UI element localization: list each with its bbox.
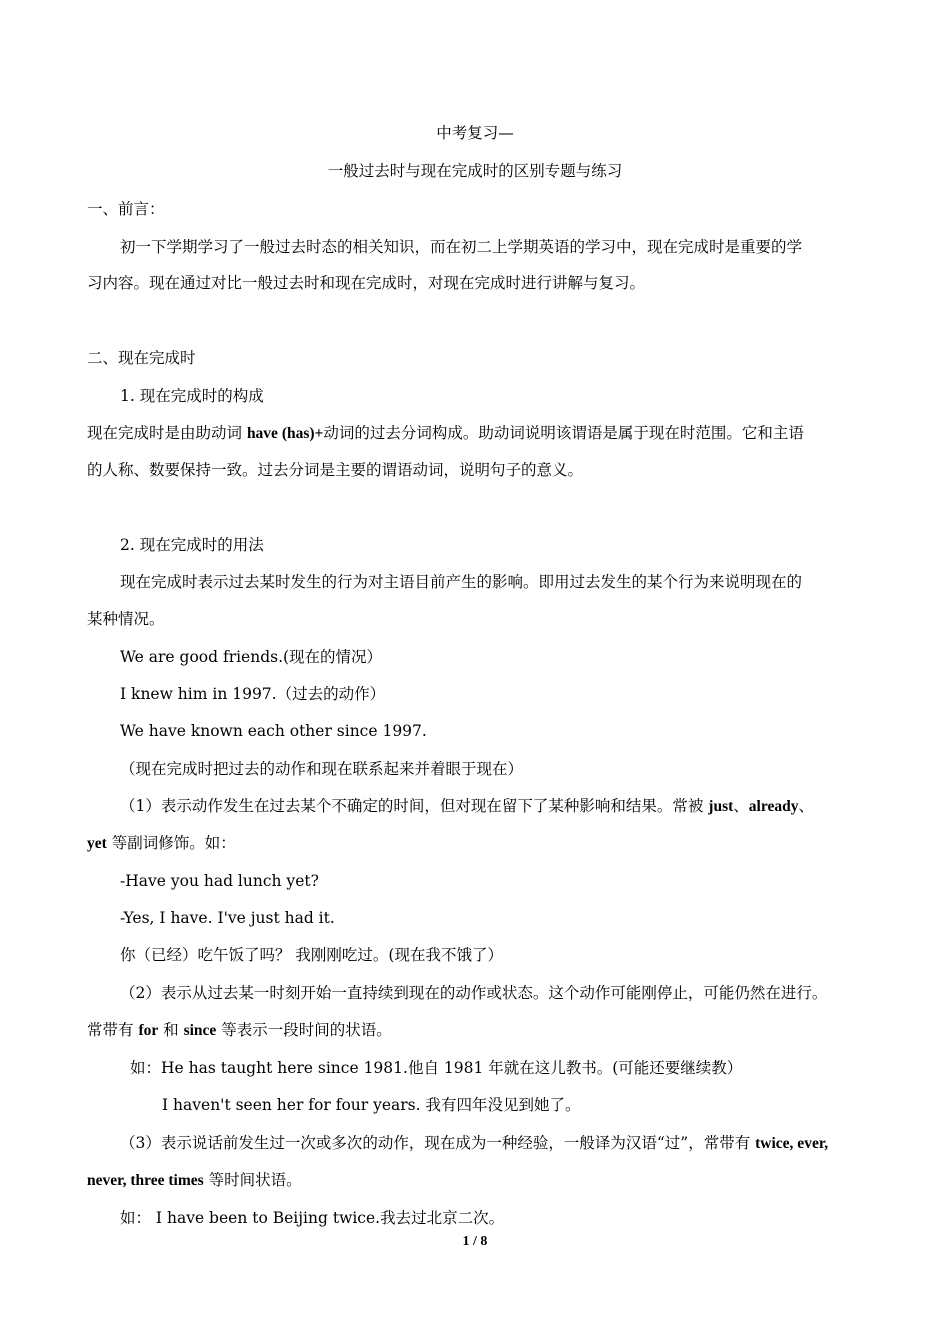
keyword-already: already: [748, 798, 799, 815]
point-3-line-1: [120, 1133, 828, 1154]
point-2-text: 常带有: [87, 1021, 139, 1039]
point-2-text-tail: 等表示一段时间的状语。: [216, 1021, 392, 1039]
formation-text-a: 现在完成时是由助动词: [87, 424, 247, 442]
point-2-example-1: 如：He has taught here since 1981.他自 1981 年就在这儿教书。(可能还要继续教）: [130, 1059, 743, 1077]
example-3: We have known each other since 1997.: [120, 722, 427, 740]
usage-line-1: 现在完成时表示过去某时发生的行为对主语目前产生的影响。即用过去发生的某个行为来说明现在的: [120, 573, 803, 591]
point-1-line-2: [87, 833, 236, 854]
section-2-heading: 二、现在完成时: [87, 349, 196, 367]
formation-formula: have (has)+: [246, 425, 324, 442]
example-4-note: （现在完成时把过去的动作和现在联系起来并着眼于现在）: [120, 760, 524, 778]
subsection-1-heading: 1. 现在完成时的构成: [120, 387, 264, 405]
formation-line-1: [87, 423, 804, 444]
point-1-line-1: [120, 796, 814, 817]
point-2-line-2: [87, 1020, 392, 1041]
formation-text-c: 动词的过去分词构成。助动词说明该谓语是属于现在时范围。它和主语: [323, 424, 804, 442]
point-1-example-3: 你（已经）吃午饭了吗？ 我刚刚吃过。(现在我不饿了）: [120, 946, 503, 964]
keyword-since: since: [183, 1022, 217, 1039]
point-1-example-1: -Have you had lunch yet?: [120, 872, 319, 890]
page-number: 1 / 8: [462, 1234, 488, 1249]
subsection-2-heading: 2. 现在完成时的用法: [120, 536, 264, 554]
separator: 、: [733, 797, 749, 815]
intro-line-1: 初一下学期学习了一般过去时态的相关知识，而在初二上学期英语的学习中，现在完成时是重要的学: [120, 238, 803, 256]
keyword-just: just: [708, 798, 734, 815]
point-1-text-tail: 等副词修饰。如：: [106, 834, 236, 852]
title-line-2: 一般过去时与现在完成时的区别专题与练习: [327, 162, 623, 180]
example-1: We are good friends.(现在的情况）: [120, 648, 383, 666]
point-1-example-2: -Yes, I have. I've just had it.: [120, 909, 335, 927]
formation-line-2: 的人称、数要保持一致。过去分词是主要的谓语动词，说明句子的意义。: [87, 461, 584, 479]
keywords-twice-ever: twice, ever,: [755, 1135, 829, 1152]
point-2-example-2: I haven't seen her for four years. 我有四年没见到她了。: [162, 1096, 581, 1114]
usage-line-2: 某种情况。: [87, 610, 165, 628]
point-3-example-1: 如： I have been to Beijing twice.我去过北京二次。: [120, 1209, 505, 1227]
point-3-text: （3）表示说话前发生过一次或多次的动作，现在成为一种经验，一般译为汉语“过”，常带有: [120, 1134, 756, 1152]
keywords-never-three-times: never, three times: [87, 1172, 204, 1189]
title-line-1: 中考复习—: [436, 124, 514, 142]
point-3-line-2: [87, 1170, 302, 1191]
keyword-yet: yet: [87, 835, 107, 852]
example-2: I knew him in 1997.（过去的动作）: [120, 685, 386, 703]
section-1-heading: 一、前言：: [87, 200, 165, 218]
separator: 、: [798, 797, 814, 815]
keyword-for: for: [138, 1022, 159, 1039]
point-2-line-1: （2）表示从过去某一时刻开始一直持续到现在的动作或状态。这个动作可能刚停止，可能仍然在进行。: [120, 984, 828, 1002]
connector: 和: [158, 1021, 184, 1039]
point-3-text-tail: 等时间状语。: [203, 1171, 302, 1189]
intro-line-2: 习内容。现在通过对比一般过去时和现在完成时，对现在完成时进行讲解与复习。: [87, 274, 646, 292]
point-1-text: （1）表示动作发生在过去某个不确定的时间，但对现在留下了某种影响和结果。常被: [120, 797, 709, 815]
